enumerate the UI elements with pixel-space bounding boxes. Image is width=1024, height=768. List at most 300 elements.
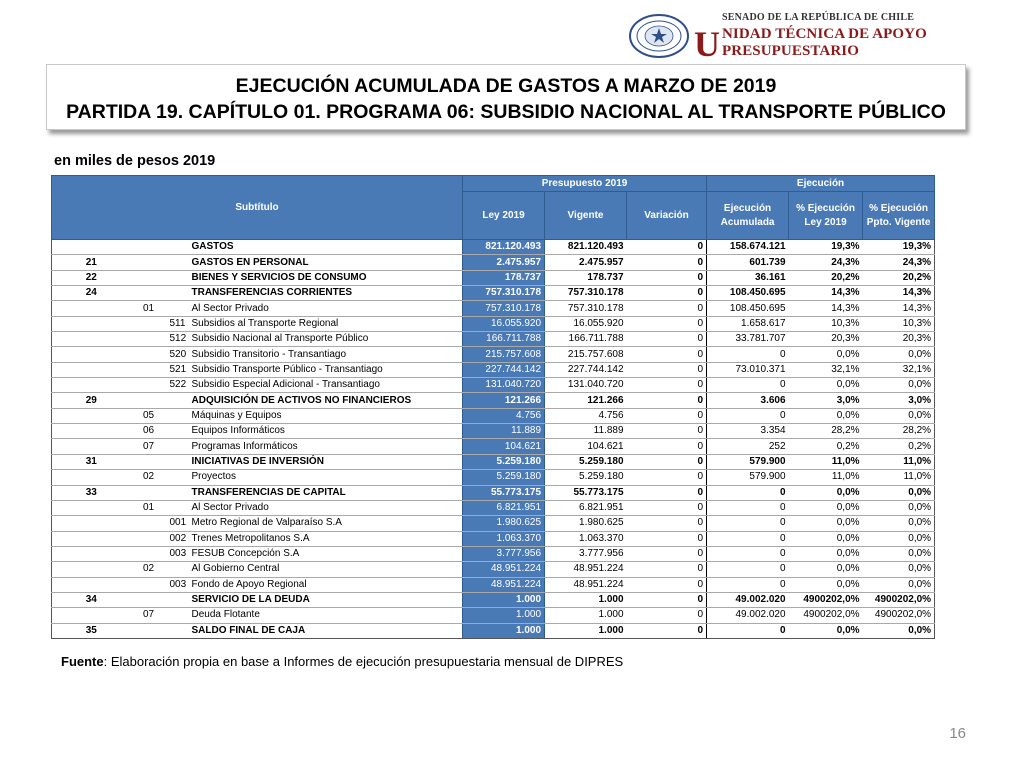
cell-ley: 215.757.608 [463, 347, 545, 362]
cell-vigente: 1.063.370 [545, 531, 627, 546]
cell-asignacion: 521 [167, 362, 189, 377]
cell-asignacion: 520 [167, 347, 189, 362]
table-row [52, 362, 935, 377]
cell-pct-vigente: 28,2% [863, 424, 935, 439]
cell-ejecucion: 108.450.695 [707, 286, 789, 301]
cell-variacion: 0 [627, 608, 707, 623]
cell-ley: 131.040.720 [463, 378, 545, 393]
cell-denominacion: INICIATIVAS DE INVERSIÓN [189, 454, 463, 469]
cell-ley: 1.000 [463, 608, 545, 623]
cell-ejecucion: 73.010.371 [707, 362, 789, 377]
cell-ley: 1.000 [463, 592, 545, 607]
header-ejecucion: Ejecución [707, 176, 935, 192]
cell-vigente: 1.000 [545, 608, 627, 623]
cell-ejecucion: 0 [707, 500, 789, 515]
cell-variacion: 0 [627, 378, 707, 393]
cell-item: 06 [131, 424, 167, 439]
budget-table [51, 175, 935, 639]
cell-asignacion [167, 424, 189, 439]
cell-pct-vigente: 19,3% [863, 240, 935, 255]
cell-ejecucion: 1.658.617 [707, 316, 789, 331]
cell-pct-vigente: 0,0% [863, 623, 935, 638]
cell-subtitulo [52, 424, 131, 439]
table-row [52, 255, 935, 270]
cell-pct-vigente: 11,0% [863, 454, 935, 469]
cell-vigente: 4.756 [545, 408, 627, 423]
cell-pct-ley: 0,0% [789, 500, 863, 515]
table-row [52, 500, 935, 515]
cell-vigente: 1.000 [545, 592, 627, 607]
table-row [52, 270, 935, 285]
cell-denominacion: TRANSFERENCIAS CORRIENTES [189, 286, 463, 301]
cell-denominacion: Subsidio Transitorio - Transantiago [189, 347, 463, 362]
cell-ejecucion: 49.002.020 [707, 608, 789, 623]
cell-vigente: 48.951.224 [545, 562, 627, 577]
cell-ley: 48.951.224 [463, 577, 545, 592]
cell-subtitulo [52, 332, 131, 347]
cell-ley: 757.310.178 [463, 301, 545, 316]
cell-ley: 166.711.788 [463, 332, 545, 347]
cell-subtitulo [52, 500, 131, 515]
cell-denominacion: Máquinas y Equipos [189, 408, 463, 423]
cell-asignacion [167, 439, 189, 454]
cell-item [131, 531, 167, 546]
cell-pct-vigente: 20,2% [863, 270, 935, 285]
cell-ejecucion: 36.161 [707, 270, 789, 285]
cell-variacion: 0 [627, 562, 707, 577]
cell-pct-vigente: 11,0% [863, 470, 935, 485]
cell-pct-vigente: 0,0% [863, 408, 935, 423]
cell-item [131, 378, 167, 393]
cell-vigente: 178.737 [545, 270, 627, 285]
cell-subtitulo [52, 546, 131, 561]
cell-denominacion: Subsidio Nacional al Transporte Público [189, 332, 463, 347]
cell-variacion: 0 [627, 470, 707, 485]
cell-item [131, 362, 167, 377]
cell-ejecucion: 0 [707, 485, 789, 500]
cell-denominacion: TRANSFERENCIAS DE CAPITAL [189, 485, 463, 500]
cell-pct-vigente: 0,0% [863, 531, 935, 546]
cell-asignacion [167, 270, 189, 285]
cell-asignacion [167, 562, 189, 577]
cell-asignacion: 522 [167, 378, 189, 393]
brand-senate: SENADO DE LA REPÚBLICA DE CHILE [722, 12, 915, 23]
cell-ejecucion: 3.606 [707, 393, 789, 408]
cell-pct-vigente: 14,3% [863, 301, 935, 316]
header-ley: Ley 2019 [463, 192, 545, 240]
cell-ley: 48.951.224 [463, 562, 545, 577]
table-row [52, 347, 935, 362]
cell-vigente: 131.040.720 [545, 378, 627, 393]
cell-variacion: 0 [627, 316, 707, 331]
table-row [52, 623, 935, 638]
cell-ejecucion: 579.900 [707, 454, 789, 469]
title-line-2: PARTIDA 19. CAPÍTULO 01. PROGRAMA 06: SUBSIDIO NACIONAL AL TRANSPORTE PÚBLICO [66, 101, 946, 123]
cell-denominacion: Al Gobierno Central [189, 562, 463, 577]
cell-ejecucion: 0 [707, 577, 789, 592]
cell-ejecucion: 0 [707, 516, 789, 531]
cell-item [131, 316, 167, 331]
page-number: 16 [949, 725, 966, 742]
table-row [52, 424, 935, 439]
cell-asignacion [167, 255, 189, 270]
cell-item [131, 592, 167, 607]
cell-ejecucion: 0 [707, 347, 789, 362]
cell-vigente: 121.266 [545, 393, 627, 408]
cell-ejecucion: 0 [707, 531, 789, 546]
cell-item [131, 485, 167, 500]
cell-pct-vigente: 0,0% [863, 562, 935, 577]
cell-asignacion [167, 608, 189, 623]
cell-denominacion: Al Sector Privado [189, 500, 463, 515]
cell-ley: 5.259.180 [463, 470, 545, 485]
brand-unit: NIDAD TÉCNICA DE APOYO PRESUPUESTARIO [722, 26, 927, 59]
cell-denominacion: Subsidio Especial Adicional - Transantiago [189, 378, 463, 393]
cell-ley: 178.737 [463, 270, 545, 285]
table-row [52, 286, 935, 301]
cell-denominacion: Proyectos [189, 470, 463, 485]
cell-asignacion [167, 286, 189, 301]
cell-pct-ley: 24,3% [789, 255, 863, 270]
cell-item [131, 286, 167, 301]
cell-vigente: 227.744.142 [545, 362, 627, 377]
cell-pct-ley: 11,0% [789, 454, 863, 469]
cell-variacion: 0 [627, 270, 707, 285]
cell-item [131, 332, 167, 347]
source-note [61, 654, 623, 669]
cell-variacion: 0 [627, 301, 707, 316]
cell-variacion: 0 [627, 454, 707, 469]
cell-asignacion [167, 623, 189, 638]
cell-variacion: 0 [627, 240, 707, 255]
cell-ley: 4.756 [463, 408, 545, 423]
cell-ley: 55.773.175 [463, 485, 545, 500]
cell-asignacion [167, 592, 189, 607]
cell-pct-vigente: 0,0% [863, 577, 935, 592]
cell-pct-vigente: 0,0% [863, 500, 935, 515]
cell-pct-ley: 0,0% [789, 485, 863, 500]
table-row [52, 454, 935, 469]
cell-pct-vigente: 14,3% [863, 286, 935, 301]
cell-vigente: 11.889 [545, 424, 627, 439]
cell-ejecucion: 0 [707, 408, 789, 423]
cell-denominacion: GASTOS [189, 240, 463, 255]
cell-pct-ley: 0,0% [789, 516, 863, 531]
cell-variacion: 0 [627, 255, 707, 270]
cell-variacion: 0 [627, 424, 707, 439]
cell-pct-ley: 0,0% [789, 378, 863, 393]
cell-vigente: 757.310.178 [545, 286, 627, 301]
cell-denominacion: Deuda Flotante [189, 608, 463, 623]
cell-variacion: 0 [627, 332, 707, 347]
title-box [46, 64, 966, 130]
cell-pct-vigente: 4900202,0% [863, 592, 935, 607]
cell-pct-ley: 0,0% [789, 347, 863, 362]
cell-asignacion [167, 240, 189, 255]
cell-vigente: 1.980.625 [545, 516, 627, 531]
cell-ejecucion: 108.450.695 [707, 301, 789, 316]
cell-pct-vigente: 20,3% [863, 332, 935, 347]
cell-ley: 5.259.180 [463, 454, 545, 469]
table-row [52, 485, 935, 500]
cell-subtitulo [52, 531, 131, 546]
cell-item [131, 516, 167, 531]
table-row [52, 439, 935, 454]
cell-denominacion: ADQUISICIÓN DE ACTIVOS NO FINANCIEROS [189, 393, 463, 408]
brand [694, 12, 1024, 64]
cell-pct-vigente: 0,0% [863, 347, 935, 362]
cell-subtitulo [52, 362, 131, 377]
header-pct-ley: % Ejecución Ley 2019 [789, 192, 863, 240]
cell-subtitulo [52, 608, 131, 623]
cell-subtitulo: 21 [52, 255, 131, 270]
header-vigente: Vigente [545, 192, 627, 240]
cell-pct-ley: 0,0% [789, 546, 863, 561]
cell-pct-ley: 0,2% [789, 439, 863, 454]
cell-vigente: 5.259.180 [545, 454, 627, 469]
title-line-1: EJECUCIÓN ACUMULADA DE GASTOS A MARZO DE 2019 [235, 75, 777, 97]
cell-ejecucion: 0 [707, 562, 789, 577]
cell-subtitulo [52, 378, 131, 393]
cell-pct-vigente: 0,0% [863, 516, 935, 531]
cell-denominacion: SERVICIO DE LA DEUDA [189, 592, 463, 607]
cell-ejecucion: 3.354 [707, 424, 789, 439]
cell-ejecucion: 601.739 [707, 255, 789, 270]
cell-asignacion: 003 [167, 546, 189, 561]
cell-pct-ley: 14,3% [789, 286, 863, 301]
cell-ley: 104.621 [463, 439, 545, 454]
cell-asignacion: 003 [167, 577, 189, 592]
header-presupuesto: Presupuesto 2019 [463, 176, 707, 192]
table-row [52, 408, 935, 423]
cell-asignacion [167, 485, 189, 500]
cell-pct-vigente: 4900202,0% [863, 608, 935, 623]
cell-pct-ley: 28,2% [789, 424, 863, 439]
cell-asignacion [167, 470, 189, 485]
cell-asignacion: 512 [167, 332, 189, 347]
cell-pct-ley: 0,0% [789, 408, 863, 423]
cell-pct-vigente: 24,3% [863, 255, 935, 270]
table-row [52, 378, 935, 393]
cell-asignacion: 002 [167, 531, 189, 546]
units-label: en miles de pesos 2019 [54, 153, 216, 169]
cell-subtitulo [52, 439, 131, 454]
cell-ley: 121.266 [463, 393, 545, 408]
cell-denominacion: Subsidio Transporte Público - Transantiago [189, 362, 463, 377]
cell-item: 07 [131, 608, 167, 623]
brand-initial: U [694, 24, 720, 64]
cell-item: 02 [131, 562, 167, 577]
table-row [52, 240, 935, 255]
table-row [52, 332, 935, 347]
cell-pct-ley: 0,0% [789, 623, 863, 638]
cell-pct-ley: 3,0% [789, 393, 863, 408]
cell-item: 01 [131, 500, 167, 515]
cell-pct-vigente: 3,0% [863, 393, 935, 408]
cell-vigente: 55.773.175 [545, 485, 627, 500]
cell-vigente: 757.310.178 [545, 301, 627, 316]
cell-pct-vigente: 32,1% [863, 362, 935, 377]
header-subtitulo: Subtítulo [52, 176, 463, 240]
cell-variacion: 0 [627, 546, 707, 561]
cell-asignacion: 001 [167, 516, 189, 531]
cell-variacion: 0 [627, 439, 707, 454]
cell-variacion: 0 [627, 577, 707, 592]
cell-pct-ley: 0,0% [789, 531, 863, 546]
cell-ley: 11.889 [463, 424, 545, 439]
cell-pct-ley: 4900202,0% [789, 608, 863, 623]
table-body [52, 240, 935, 639]
cell-denominacion: SALDO FINAL DE CAJA [189, 623, 463, 638]
cell-subtitulo [52, 301, 131, 316]
cell-vigente: 1.000 [545, 623, 627, 638]
cell-pct-ley: 32,1% [789, 362, 863, 377]
cell-denominacion: Fondo de Apoyo Regional [189, 577, 463, 592]
cell-pct-ley: 20,2% [789, 270, 863, 285]
cell-item [131, 270, 167, 285]
cell-item [131, 393, 167, 408]
cell-pct-ley: 0,0% [789, 577, 863, 592]
cell-variacion: 0 [627, 347, 707, 362]
cell-vigente: 48.951.224 [545, 577, 627, 592]
cell-ejecucion: 579.900 [707, 470, 789, 485]
cell-subtitulo: 31 [52, 454, 131, 469]
cell-item [131, 546, 167, 561]
cell-pct-ley: 4900202,0% [789, 592, 863, 607]
cell-item [131, 255, 167, 270]
cell-subtitulo [52, 240, 131, 255]
cell-item [131, 577, 167, 592]
cell-ejecucion: 33.781.707 [707, 332, 789, 347]
cell-denominacion: Programas Informáticos [189, 439, 463, 454]
cell-variacion: 0 [627, 500, 707, 515]
cell-pct-vigente: 0,2% [863, 439, 935, 454]
cell-denominacion: GASTOS EN PERSONAL [189, 255, 463, 270]
cell-vigente: 821.120.493 [545, 240, 627, 255]
cell-pct-ley: 0,0% [789, 562, 863, 577]
cell-pct-ley: 10,3% [789, 316, 863, 331]
cell-ley: 757.310.178 [463, 286, 545, 301]
source-text: : Elaboración propia en base a Informes de ejecución presupuestaria mensual de DIPRES [103, 654, 624, 669]
cell-item [131, 347, 167, 362]
table-row [52, 577, 935, 592]
cell-ejecucion: 158.674.121 [707, 240, 789, 255]
cell-pct-vigente: 10,3% [863, 316, 935, 331]
cell-vigente: 5.259.180 [545, 470, 627, 485]
header-variacion: Variación [627, 192, 707, 240]
source-label: Fuente [61, 654, 104, 669]
cell-denominacion: Al Sector Privado [189, 301, 463, 316]
cell-variacion: 0 [627, 592, 707, 607]
cell-ley: 3.777.956 [463, 546, 545, 561]
cell-pct-vigente: 0,0% [863, 546, 935, 561]
cell-variacion: 0 [627, 516, 707, 531]
senate-logo [628, 12, 1024, 64]
cell-vigente: 166.711.788 [545, 332, 627, 347]
cell-vigente: 16.055.920 [545, 316, 627, 331]
table-row [52, 608, 935, 623]
cell-ejecucion: 49.002.020 [707, 592, 789, 607]
cell-item [131, 454, 167, 469]
cell-subtitulo: 35 [52, 623, 131, 638]
cell-pct-ley: 19,3% [789, 240, 863, 255]
cell-variacion: 0 [627, 623, 707, 638]
cell-asignacion [167, 500, 189, 515]
cell-variacion: 0 [627, 531, 707, 546]
cell-pct-vigente: 0,0% [863, 378, 935, 393]
cell-subtitulo: 34 [52, 592, 131, 607]
cell-item [131, 240, 167, 255]
cell-item: 07 [131, 439, 167, 454]
cell-pct-ley: 14,3% [789, 301, 863, 316]
cell-vigente: 2.475.957 [545, 255, 627, 270]
cell-ley: 227.744.142 [463, 362, 545, 377]
cell-subtitulo: 33 [52, 485, 131, 500]
cell-variacion: 0 [627, 485, 707, 500]
cell-ley: 1.000 [463, 623, 545, 638]
cell-ejecucion: 252 [707, 439, 789, 454]
cell-denominacion: Subsidios al Transporte Regional [189, 316, 463, 331]
cell-subtitulo: 22 [52, 270, 131, 285]
cell-vigente: 3.777.956 [545, 546, 627, 561]
header-ejec-acumulada: Ejecución Acumulada [707, 192, 789, 240]
cell-item [131, 623, 167, 638]
cell-denominacion: BIENES Y SERVICIOS DE CONSUMO [189, 270, 463, 285]
cell-ejecucion: 0 [707, 546, 789, 561]
cell-denominacion: Trenes Metropolitanos S.A [189, 531, 463, 546]
cell-subtitulo [52, 316, 131, 331]
cell-asignacion [167, 408, 189, 423]
cell-subtitulo [52, 562, 131, 577]
cell-subtitulo [52, 470, 131, 485]
table-row [52, 546, 935, 561]
cell-ley: 1.980.625 [463, 516, 545, 531]
cell-subtitulo: 29 [52, 393, 131, 408]
cell-variacion: 0 [627, 408, 707, 423]
cell-item: 05 [131, 408, 167, 423]
table-row [52, 393, 935, 408]
cell-vigente: 104.621 [545, 439, 627, 454]
cell-subtitulo [52, 577, 131, 592]
cell-item: 01 [131, 301, 167, 316]
cell-asignacion: 511 [167, 316, 189, 331]
seal-icon [628, 13, 690, 59]
cell-ley: 6.821.951 [463, 500, 545, 515]
cell-pct-vigente: 0,0% [863, 485, 935, 500]
cell-pct-ley: 11,0% [789, 470, 863, 485]
table-row [52, 301, 935, 316]
table-row [52, 516, 935, 531]
cell-subtitulo [52, 408, 131, 423]
table-row [52, 592, 935, 607]
cell-asignacion [167, 301, 189, 316]
cell-item: 02 [131, 470, 167, 485]
cell-vigente: 6.821.951 [545, 500, 627, 515]
table-row [52, 562, 935, 577]
cell-ley: 2.475.957 [463, 255, 545, 270]
cell-ejecucion: 0 [707, 623, 789, 638]
cell-subtitulo [52, 516, 131, 531]
cell-ley: 16.055.920 [463, 316, 545, 331]
cell-denominacion: FESUB Concepción S.A [189, 546, 463, 561]
table-row [52, 470, 935, 485]
cell-variacion: 0 [627, 286, 707, 301]
cell-variacion: 0 [627, 362, 707, 377]
table-row [52, 316, 935, 331]
table-row [52, 531, 935, 546]
cell-ley: 821.120.493 [463, 240, 545, 255]
cell-pct-ley: 20,3% [789, 332, 863, 347]
